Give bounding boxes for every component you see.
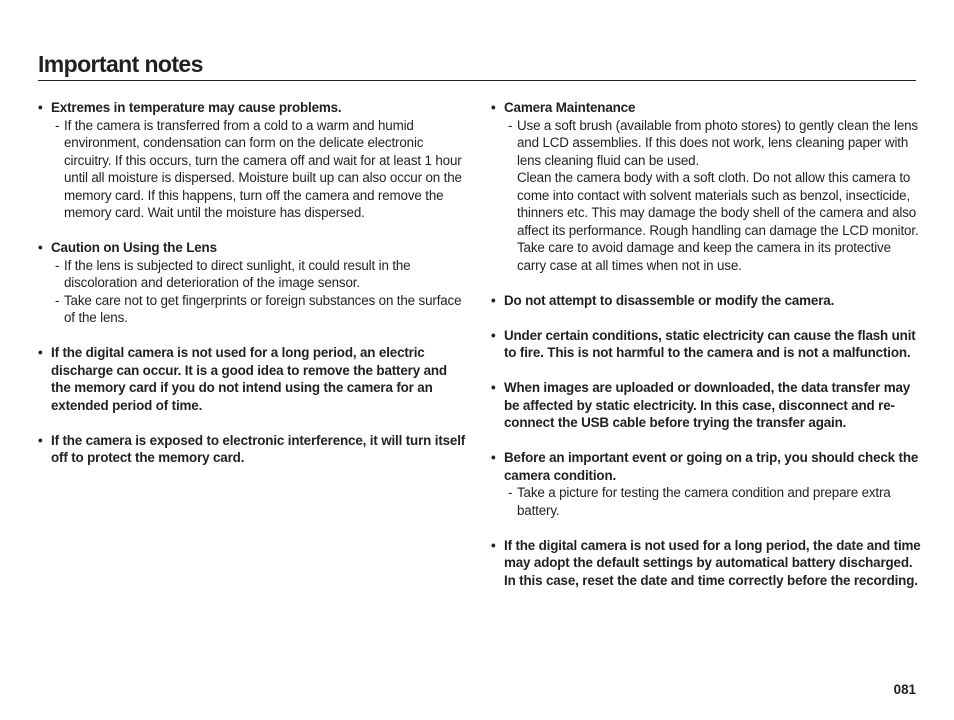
- note-heading-text: If the digital camera is not used for a long period, an electric discharge can occur. It is a good idea to remove the battery and the memory card if you do not intend using the camera for an extended period of time.: [51, 345, 447, 413]
- dash-marker: -: [55, 117, 60, 133]
- note-heading-text: Do not attempt to disassemble or modify the camera.: [504, 292, 835, 308]
- dash-marker: -: [508, 485, 513, 500]
- bullet-icon: •: [491, 327, 496, 343]
- note-detail-text: If the camera is transferred from a cold to a warm and humid environment, condensation can form on the delicate electronic circuitry. If this occurs, turn the camera off and wait for at least 1 hour until all moisture is dispersed. Moisture built up can also occur on the memory card. If this happens, turn off the camera and remove the memory card. Wait until the moisture has dispersed.: [64, 117, 462, 220]
- note-heading: [491, 292, 923, 310]
- note-long-period-discharge: [38, 344, 468, 414]
- page-title: Important notes: [38, 51, 203, 77]
- note-detail: [491, 117, 923, 170]
- note-detail-text: Take care not to get fingerprints or foreign substances on the surface of the lens.: [64, 292, 462, 325]
- note-detail: [491, 484, 923, 519]
- note-heading: [491, 327, 923, 362]
- title-divider: [38, 80, 916, 81]
- left-column: [38, 99, 468, 484]
- note-heading-text: Caution on Using the Lens: [51, 240, 217, 255]
- bullet-icon: •: [491, 537, 496, 553]
- note-detail: [38, 117, 468, 222]
- note-detail: [38, 257, 468, 292]
- note-check-before-trip: [491, 449, 923, 519]
- note-static-flash: [491, 327, 923, 362]
- note-heading-text: If the digital camera is not used for a long period, the date and time may adopt the default settings by automatical battery discharged. In this case, reset the date and time correctly before the recording.: [504, 537, 921, 588]
- bullet-icon: •: [491, 380, 496, 395]
- note-electronic-interference: [38, 432, 468, 467]
- bullet-icon: •: [491, 100, 496, 115]
- bullet-icon: •: [38, 432, 43, 448]
- right-column: [491, 99, 923, 607]
- bullet-icon: •: [491, 450, 496, 465]
- note-heading-text: When images are uploaded or downloaded, the data transfer may be affected by static electricity. In this case, disconnect and re-connect the USB cable before trying the transfer again.: [504, 380, 911, 430]
- bullet-icon: •: [491, 292, 496, 308]
- note-heading: [491, 537, 923, 590]
- note-heading-text: Before an important event or going on a trip, you should check the camera condition.: [504, 450, 919, 483]
- note-detail-continuation: Clean the camera body with a soft cloth. Do not allow this camera to come into contact with solvent materials such as benzol, insecticide, thinners etc. This may damage the body shell of the camera and also affect its performance. Rough handling can damage the LCD monitor. Take care to avoid damage and keep the camera in its protective carry case at all times when not in use.: [517, 170, 919, 273]
- bullet-icon: •: [38, 345, 43, 360]
- note-camera-maintenance: [491, 99, 923, 274]
- note-do-not-disassemble: [491, 292, 923, 310]
- note-detail-text: If the lens is subjected to direct sunlight, it could result in the discoloration and deterioration of the image sensor.: [64, 257, 411, 290]
- note-data-transfer: [491, 379, 923, 432]
- note-heading: [38, 432, 468, 467]
- note-detail: [38, 292, 468, 327]
- dash-marker: -: [508, 117, 513, 133]
- dash-marker: -: [55, 292, 60, 308]
- bullet-icon: •: [38, 240, 43, 255]
- bullet-icon: •: [38, 100, 43, 115]
- note-heading: [38, 239, 468, 257]
- note-heading: [491, 99, 923, 117]
- page-number: 081: [893, 682, 916, 697]
- dash-marker: -: [55, 257, 60, 273]
- note-heading: [491, 379, 923, 432]
- note-date-time-reset: [491, 537, 923, 590]
- note-heading-text: Extremes in temperature may cause problems.: [51, 100, 342, 115]
- note-heading-text: Camera Maintenance: [504, 100, 636, 115]
- note-heading-text: If the camera is exposed to electronic interference, it will turn itself off to protect the memory card.: [51, 432, 466, 465]
- note-temperature: [38, 99, 468, 222]
- note-detail-text: Use a soft brush (available from photo stores) to gently clean the lens and LCD assemblies. If this does not work, lens cleaning paper with lens cleaning fluid can be used.: [517, 117, 918, 168]
- note-lens-caution: [38, 239, 468, 327]
- note-heading: [38, 344, 468, 414]
- note-detail-text: Take a picture for testing the camera condition and prepare extra battery.: [517, 485, 891, 518]
- note-heading: [38, 99, 468, 117]
- note-heading: [491, 449, 923, 484]
- note-heading-text: Under certain conditions, static electricity can cause the flash unit to fire. This is not harmful to the camera and is not a malfunction.: [504, 327, 916, 360]
